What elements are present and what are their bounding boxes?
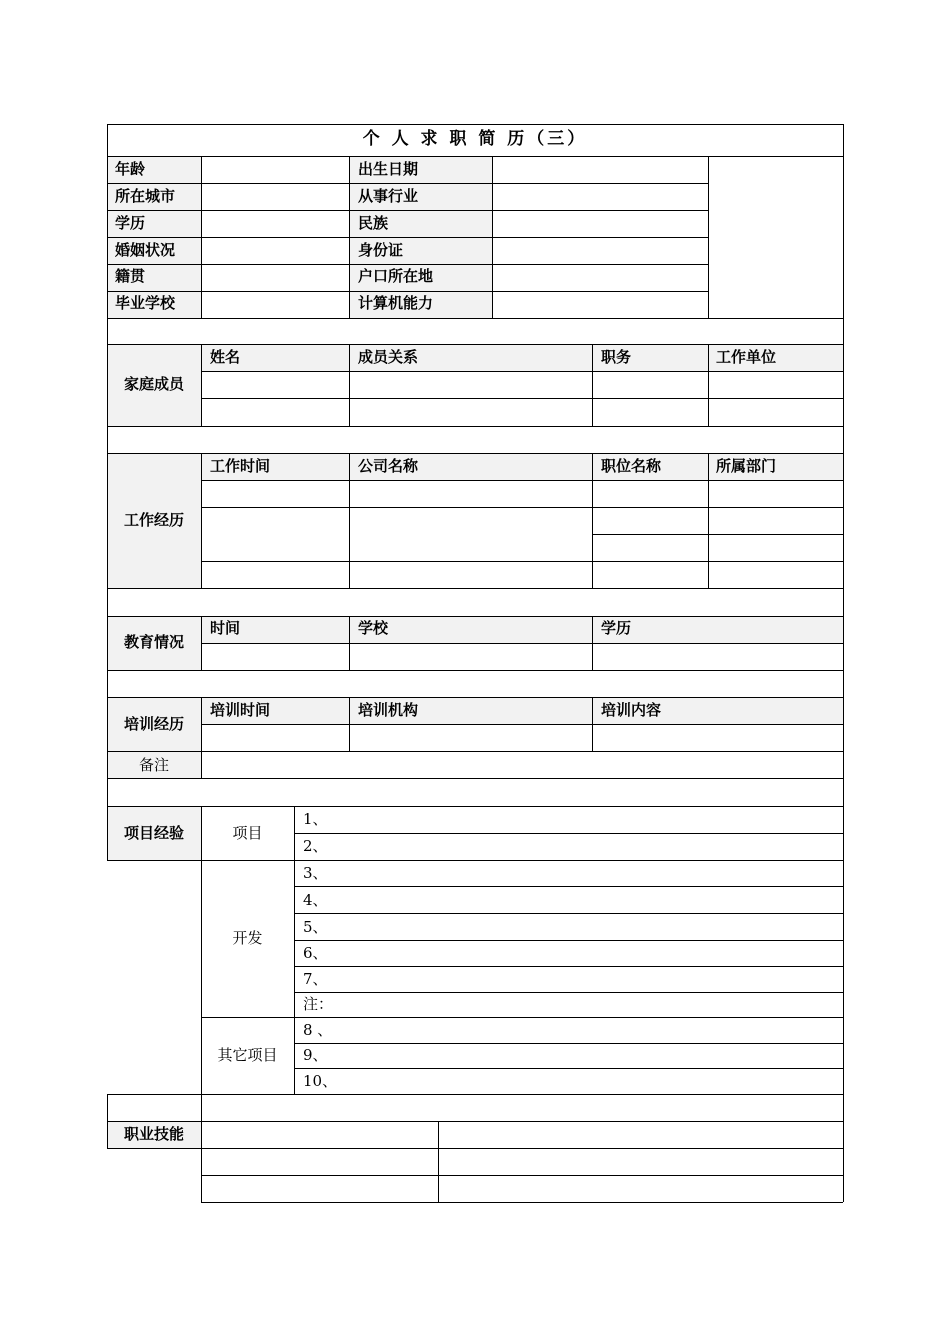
project-item-10: 10、 xyxy=(303,1072,338,1090)
industry-label: 从事行业 xyxy=(358,187,419,205)
remarks-field[interactable] xyxy=(202,752,843,778)
city-field[interactable] xyxy=(202,184,349,210)
other-projects-group-label: 其它项目 xyxy=(217,1046,278,1064)
photo-box[interactable] xyxy=(709,157,843,318)
project-item-4: 4、 xyxy=(303,891,328,909)
family-header-employer: 工作单位 xyxy=(716,348,777,366)
skill-field-6[interactable] xyxy=(439,1176,843,1202)
graduate-school-field[interactable] xyxy=(202,292,349,318)
family-header-position: 职务 xyxy=(601,348,632,366)
skill-field-1[interactable] xyxy=(202,1122,438,1148)
marital-status-label: 婚姻状况 xyxy=(115,241,176,259)
project-item-5: 5、 xyxy=(303,918,328,936)
ethnicity-field[interactable] xyxy=(493,211,708,237)
project-item-1: 1、 xyxy=(303,810,328,828)
skill-field-5[interactable] xyxy=(202,1176,438,1202)
project-item-8: 8 、 xyxy=(303,1021,333,1039)
education-header-degree: 学历 xyxy=(601,619,632,637)
work-header-company: 公司名称 xyxy=(358,457,419,475)
skill-field-2[interactable] xyxy=(439,1122,843,1148)
skill-field-3[interactable] xyxy=(202,1149,438,1175)
training-section-label: 培训经历 xyxy=(123,715,184,733)
birthdate-field[interactable] xyxy=(493,157,708,183)
development-group-label: 开发 xyxy=(232,929,263,947)
project-item-2: 2、 xyxy=(303,837,328,855)
training-header-institution: 培训机构 xyxy=(358,701,419,719)
family-section-label: 家庭成员 xyxy=(123,375,184,393)
hukou-label: 户口所在地 xyxy=(358,267,434,285)
page-title: 个 人 求 职 简 历（三） xyxy=(362,129,588,149)
skill-field-4[interactable] xyxy=(439,1149,843,1175)
education-header-school: 学校 xyxy=(358,619,389,637)
computer-skill-field[interactable] xyxy=(493,292,708,318)
family-header-relation: 成员关系 xyxy=(358,348,419,366)
birthdate-label: 出生日期 xyxy=(358,160,419,178)
education-level-label: 学历 xyxy=(115,214,146,232)
computer-skill-label: 计算机能力 xyxy=(358,294,434,312)
project-note: 注： xyxy=(303,995,334,1013)
marital-status-field[interactable] xyxy=(202,238,349,264)
age-field[interactable] xyxy=(202,157,349,183)
industry-field[interactable] xyxy=(493,184,708,210)
id-card-label: 身份证 xyxy=(358,241,404,259)
project-item-6: 6、 xyxy=(303,944,328,962)
remarks-label: 备注 xyxy=(138,756,169,774)
training-header-time: 培训时间 xyxy=(210,701,271,719)
project-item-3: 3、 xyxy=(303,864,328,882)
city-label: 所在城市 xyxy=(115,187,176,205)
education-section-label: 教育情况 xyxy=(123,633,184,651)
skills-section-label: 职业技能 xyxy=(123,1125,184,1143)
graduate-school-label: 毕业学校 xyxy=(115,294,176,312)
project-item-9: 9、 xyxy=(303,1046,328,1064)
work-section-label: 工作经历 xyxy=(123,511,184,529)
id-card-field[interactable] xyxy=(493,238,708,264)
family-header-name: 姓名 xyxy=(210,348,241,366)
native-place-label: 籍贯 xyxy=(115,267,146,285)
education-level-field[interactable] xyxy=(202,211,349,237)
age-label: 年龄 xyxy=(115,160,146,178)
project-group-label: 项目 xyxy=(232,824,263,842)
work-header-time: 工作时间 xyxy=(210,457,271,475)
work-header-department: 所属部门 xyxy=(716,457,777,475)
work-header-title: 职位名称 xyxy=(601,457,662,475)
training-header-content: 培训内容 xyxy=(601,701,662,719)
projects-section-label: 项目经验 xyxy=(123,824,184,842)
native-place-field[interactable] xyxy=(202,265,349,291)
project-item-7: 7、 xyxy=(303,970,328,988)
hukou-field[interactable] xyxy=(493,265,708,291)
ethnicity-label: 民族 xyxy=(358,214,389,232)
education-header-time: 时间 xyxy=(210,619,241,637)
